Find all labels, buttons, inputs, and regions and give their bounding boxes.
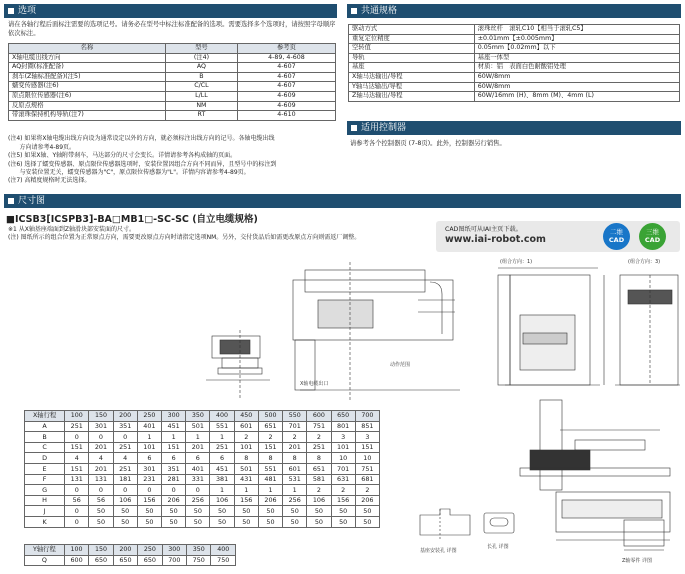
cell: 251 xyxy=(65,421,89,432)
table-row xyxy=(25,421,380,432)
cell: 60W/16mm (H)、8mm (M)、4mm (L) xyxy=(474,92,679,102)
col-model: 型号 xyxy=(165,44,237,54)
cell: 100 xyxy=(64,545,88,556)
cell: H xyxy=(25,495,65,506)
cell: 251 xyxy=(113,442,137,453)
cell: 0 xyxy=(65,516,89,527)
cell: 4-609 xyxy=(237,101,335,111)
cell: 50 xyxy=(307,506,331,517)
cell: X轴行程 xyxy=(25,411,65,422)
cell: 531 xyxy=(283,474,307,485)
cell: 材质：铝 表面白色耐酸铝处理 xyxy=(474,63,679,73)
cell: 2 xyxy=(307,485,331,496)
label-combo1: (组合方向：1) xyxy=(500,259,533,265)
cell: 150 xyxy=(89,545,113,556)
cell: 481 xyxy=(258,474,282,485)
table-row xyxy=(25,453,380,464)
cell: NM xyxy=(165,101,237,111)
cell: F xyxy=(25,474,65,485)
cell: 导轨 xyxy=(349,53,475,63)
cell: 4-607 xyxy=(237,72,335,82)
cell: 156 xyxy=(137,495,161,506)
cell: 反原点规格 xyxy=(9,101,166,111)
cell: 750 xyxy=(211,555,236,566)
cell: AQ xyxy=(165,63,237,73)
cell: 6 xyxy=(186,453,210,464)
options-title: 选项 xyxy=(18,6,37,16)
cell: 251 xyxy=(210,442,234,453)
cell: 101 xyxy=(331,442,355,453)
cell: 251 xyxy=(113,463,137,474)
table-header-row xyxy=(25,411,380,422)
cell: 1 xyxy=(258,485,282,496)
cell: 6 xyxy=(162,453,186,464)
table-row xyxy=(9,63,336,73)
cell: 701 xyxy=(283,421,307,432)
cell: 0 xyxy=(137,485,161,496)
cell: 301 xyxy=(137,463,161,474)
cell: 181 xyxy=(113,474,137,485)
cell: 50 xyxy=(234,506,258,517)
cell: 50 xyxy=(89,516,113,527)
cell: 151 xyxy=(355,442,379,453)
cell: E xyxy=(25,463,65,474)
cell: 50 xyxy=(234,516,258,527)
cell: 250 xyxy=(137,411,161,422)
cad-text: CAD图纸可从IAI主页下载。 xyxy=(445,226,522,233)
cell: 50 xyxy=(137,506,161,517)
table-row xyxy=(349,82,680,92)
cell: 50 xyxy=(258,506,282,517)
cell: 156 xyxy=(331,495,355,506)
cell: 600 xyxy=(307,411,331,422)
cell: 201 xyxy=(283,442,307,453)
table-row xyxy=(9,82,336,92)
cell: 701 xyxy=(331,463,355,474)
y-stroke-table xyxy=(24,544,236,566)
cell: 4 xyxy=(113,453,137,464)
cell: 200 xyxy=(113,411,137,422)
cell: 100 xyxy=(65,411,89,422)
cad-3d-sub: CAD xyxy=(644,236,661,244)
cell: 0 xyxy=(113,485,137,496)
cell: 151 xyxy=(162,442,186,453)
cell: 10 xyxy=(355,453,379,464)
cell: 50 xyxy=(283,516,307,527)
table-header-row xyxy=(25,545,236,556)
cell: Y轴行程 xyxy=(25,545,65,556)
cell: 50 xyxy=(186,516,210,527)
cell: 151 xyxy=(258,442,282,453)
dimensions-title: 尺寸图 xyxy=(18,196,46,206)
cell: 50 xyxy=(186,506,210,517)
controller-text: 请参考各个控制器页 (7-8页)。此外，控制器另行销售。 xyxy=(350,140,506,147)
cell: ±0.01mm【±0.005mm】 xyxy=(474,34,679,44)
cell: 450 xyxy=(234,411,258,422)
cell: 1 xyxy=(234,485,258,496)
cell: A xyxy=(25,421,65,432)
cell: 50 xyxy=(162,516,186,527)
table-row xyxy=(349,25,680,35)
table-row xyxy=(25,555,236,566)
cell: 400 xyxy=(211,545,236,556)
cell: RT xyxy=(165,111,237,121)
cell: 156 xyxy=(234,495,258,506)
cell: 0 xyxy=(89,432,113,443)
cell: (注4) xyxy=(165,53,237,63)
cell: 500 xyxy=(258,411,282,422)
cell: 50 xyxy=(355,516,379,527)
cell: 581 xyxy=(307,474,331,485)
col-name: 名称 xyxy=(9,44,166,54)
dimensions-header xyxy=(4,194,681,208)
cell: 151 xyxy=(65,463,89,474)
cell: 56 xyxy=(89,495,113,506)
cad-download-box[interactable] xyxy=(436,221,680,252)
cell: 2 xyxy=(355,485,379,496)
table-row xyxy=(349,34,680,44)
cell: 106 xyxy=(307,495,331,506)
cell: 651 xyxy=(258,421,282,432)
cell: 351 xyxy=(162,463,186,474)
cad-2d-sub: CAD xyxy=(608,236,625,244)
options-header xyxy=(4,4,337,18)
table-row xyxy=(9,101,336,111)
cell: 501 xyxy=(186,421,210,432)
cell: 106 xyxy=(210,495,234,506)
cell: 106 xyxy=(113,495,137,506)
cell: 56 xyxy=(65,495,89,506)
cell: 600 xyxy=(64,555,88,566)
dim-note-2: (注) 图纸所示的组合位置为正常原点方向，需要更改原点方向时请指定选项NM。另外，交付货品后如需更改原点方向则需返厂调整。 xyxy=(8,234,361,241)
cell: 550 xyxy=(283,411,307,422)
cell: X轴电缆出线方向 xyxy=(9,53,166,63)
cell: 650 xyxy=(89,555,113,566)
options-table xyxy=(8,43,336,121)
cell: 381 xyxy=(210,474,234,485)
cell: 50 xyxy=(283,506,307,517)
label-base-hole: 基座安装孔 详图 xyxy=(420,548,457,554)
cell: X轴马达输出/导程 xyxy=(349,72,475,82)
cell: 1 xyxy=(137,432,161,443)
cell: 801 xyxy=(331,421,355,432)
col-page: 参考页 xyxy=(237,44,335,54)
cell: 60W/8mm xyxy=(474,72,679,82)
cell: 蠕变传感器(注6) xyxy=(9,82,166,92)
cell: 原点限位传感器(注6) xyxy=(9,91,166,101)
cell: 1 xyxy=(162,432,186,443)
label-z-detail: Z轴零件 详图 xyxy=(622,558,653,564)
cell: 50 xyxy=(355,506,379,517)
cell: 231 xyxy=(137,474,161,485)
cell: 空转值 xyxy=(349,44,475,54)
cell: 50 xyxy=(210,506,234,517)
cell: 200 xyxy=(113,545,137,556)
cell: 350 xyxy=(187,545,211,556)
table-row xyxy=(349,53,680,63)
cell: 4-89, 4-608 xyxy=(237,53,335,63)
cell: 251 xyxy=(307,442,331,453)
cell: 重复定位精度 xyxy=(349,34,475,44)
cell: 4 xyxy=(89,453,113,464)
cell: 3 xyxy=(331,432,355,443)
cell: 0 xyxy=(113,432,137,443)
cell: AQ封圈(标准配备) xyxy=(9,63,166,73)
note-line: 与安装位置无关，蠕变传感器为"C"，原点限位传感器为"L"。详情内容请参考4-89页。 xyxy=(8,169,250,177)
cell: 1 xyxy=(283,485,307,496)
cell: 101 xyxy=(137,442,161,453)
cell: 300 xyxy=(162,545,186,556)
cell: 131 xyxy=(89,474,113,485)
table-row xyxy=(25,516,380,527)
dim-note-1: ※1 从X轴基座端面到Z轴滑块部安装面的尺寸。 xyxy=(8,226,135,233)
cell: 50 xyxy=(113,516,137,527)
table-row xyxy=(25,442,380,453)
cell: 601 xyxy=(283,463,307,474)
cell: 2 xyxy=(234,432,258,443)
cell: 281 xyxy=(162,474,186,485)
table-row xyxy=(25,485,380,496)
specs-header xyxy=(347,4,681,18)
cell: 4-609 xyxy=(237,91,335,101)
label-slot: 长孔 详图 xyxy=(487,544,509,550)
cell: 1 xyxy=(210,485,234,496)
cell: Y轴马达输出/导程 xyxy=(349,82,475,92)
cell: 2 xyxy=(258,432,282,443)
cell: 10 xyxy=(331,453,355,464)
cell: 0 xyxy=(162,485,186,496)
cell: 201 xyxy=(89,442,113,453)
cell: 50 xyxy=(307,516,331,527)
cell: 基座 xyxy=(349,63,475,73)
table-row xyxy=(25,432,380,443)
cell: Q xyxy=(25,555,65,566)
cell: 滚珠丝杆 滚轧C10【相当于滚轧C5】 xyxy=(474,25,679,35)
cell: 3 xyxy=(355,432,379,443)
cell: 206 xyxy=(162,495,186,506)
cell: B xyxy=(165,72,237,82)
options-intro: 请在各轴行程后面标注需要的选项记号。请务必在型号中标注标准配备的选项。需要选择多个选项时，请按照字母顺序依次标注。 xyxy=(8,21,336,37)
cell: 651 xyxy=(307,463,331,474)
cell: 2 xyxy=(331,485,355,496)
cell: 301 xyxy=(89,421,113,432)
cell: 401 xyxy=(186,463,210,474)
cell: 0 xyxy=(65,432,89,443)
table-row xyxy=(9,111,336,121)
cell: 431 xyxy=(234,474,258,485)
cell: 206 xyxy=(258,495,282,506)
cad-url-link[interactable]: www.iai-robot.com xyxy=(445,234,546,245)
table-row xyxy=(25,495,380,506)
controller-title: 适用控制器 xyxy=(361,123,407,133)
cell: 4-607 xyxy=(237,63,335,73)
cad-3d-label: 三维 xyxy=(646,228,659,236)
cell: 601 xyxy=(234,421,258,432)
cell: 451 xyxy=(210,463,234,474)
cell: 451 xyxy=(162,421,186,432)
cell: 50 xyxy=(210,516,234,527)
cell: 551 xyxy=(258,463,282,474)
cell: 2 xyxy=(307,432,331,443)
cell: 50 xyxy=(162,506,186,517)
cell: 700 xyxy=(355,411,379,422)
cell: 331 xyxy=(186,474,210,485)
note-line: (注4) 如果将X轴电缆出线方向设为通常设定以外的方向，就必须标注出线方向的记号。各轴电缆出线 xyxy=(8,135,275,143)
cell: 400 xyxy=(210,411,234,422)
model-number: ■ICSB3[ICSPB3]-BA□MB1□-SC-SC (自立电缆规格) xyxy=(6,214,258,225)
cell: 50 xyxy=(89,506,113,517)
cell: 6 xyxy=(137,453,161,464)
cell: 700 xyxy=(162,555,186,566)
specs-table xyxy=(348,24,680,102)
cell: 8 xyxy=(307,453,331,464)
cell: 50 xyxy=(331,516,355,527)
cell: 751 xyxy=(355,463,379,474)
table-row xyxy=(9,53,336,63)
cell: B xyxy=(25,432,65,443)
note-line: (注7) 高精度规格时无法选择。 xyxy=(8,177,91,185)
cell: G xyxy=(25,485,65,496)
cell: 4-610 xyxy=(237,111,335,121)
cell: 驱动方式 xyxy=(349,25,475,35)
table-row xyxy=(349,63,680,73)
cad-3d-badge[interactable] xyxy=(639,223,666,250)
cell: 8 xyxy=(258,453,282,464)
table-row xyxy=(9,91,336,101)
cell: 0 xyxy=(89,485,113,496)
cell: 751 xyxy=(307,421,331,432)
table-row xyxy=(25,463,380,474)
cell: 256 xyxy=(283,495,307,506)
cell: 8 xyxy=(234,453,258,464)
cell: C/CL xyxy=(165,82,237,92)
controller-header xyxy=(347,121,681,135)
note-line: 方向请参考4-89页。 xyxy=(8,143,76,151)
cell: 300 xyxy=(162,411,186,422)
cell: 1 xyxy=(210,432,234,443)
cell: 501 xyxy=(234,463,258,474)
table-header-row xyxy=(9,44,336,54)
cell: 50 xyxy=(331,506,355,517)
cell: 650 xyxy=(113,555,137,566)
cell: 350 xyxy=(186,411,210,422)
cell: 750 xyxy=(187,555,211,566)
cell: C xyxy=(25,442,65,453)
cell: Z轴马达输出/导程 xyxy=(349,92,475,102)
cad-2d-label: 二维 xyxy=(610,228,623,236)
cell: 2 xyxy=(283,432,307,443)
x-stroke-table xyxy=(24,410,380,528)
cell: 50 xyxy=(137,516,161,527)
cell: 681 xyxy=(355,474,379,485)
cell: 0 xyxy=(65,506,89,517)
table-row xyxy=(349,72,680,82)
cell: L/LL xyxy=(165,91,237,101)
label-cable-exit: X轴电缆出口 xyxy=(300,381,329,387)
table-row xyxy=(25,474,380,485)
cell: 6 xyxy=(210,453,234,464)
label-motion-range: 动作范围 xyxy=(390,362,411,368)
cell: 201 xyxy=(186,442,210,453)
cell: 131 xyxy=(65,474,89,485)
specs-title: 共通规格 xyxy=(361,6,398,16)
cell: 50 xyxy=(113,506,137,517)
cell: 256 xyxy=(186,495,210,506)
table-row xyxy=(349,92,680,102)
cell: 201 xyxy=(89,463,113,474)
cell: 8 xyxy=(283,453,307,464)
cell: 带滚珠保持机构导轨(注7) xyxy=(9,111,166,121)
cell: 基座一体型 xyxy=(474,53,679,63)
cell: 0.05mm【0.02mm】以下 xyxy=(474,44,679,54)
cell: 0 xyxy=(186,485,210,496)
options-notes xyxy=(8,127,338,186)
cell: 851 xyxy=(355,421,379,432)
cell: 551 xyxy=(210,421,234,432)
cell: 101 xyxy=(234,442,258,453)
note-line: (注6) 选择了蠕变传感器、原点限位传感器选项时，安装位置因组合方向不同而异，且型号中的标注到 xyxy=(8,160,277,168)
cad-2d-badge[interactable] xyxy=(603,223,630,250)
cell: D xyxy=(25,453,65,464)
label-combo3: (组合方向：3) xyxy=(628,259,661,265)
cell: 650 xyxy=(331,411,355,422)
cell: 刹车(Z轴标准配备)(注5) xyxy=(9,72,166,82)
cell: 150 xyxy=(89,411,113,422)
cell: J xyxy=(25,506,65,517)
cell: 4-607 xyxy=(237,82,335,92)
cell: 60W/8mm xyxy=(474,82,679,92)
table-row xyxy=(9,72,336,82)
table-row xyxy=(349,44,680,54)
cell: 50 xyxy=(258,516,282,527)
cell: 0 xyxy=(65,485,89,496)
cell: 650 xyxy=(138,555,162,566)
cell: 151 xyxy=(65,442,89,453)
cell: 631 xyxy=(331,474,355,485)
cell: 4 xyxy=(65,453,89,464)
cell: 250 xyxy=(138,545,162,556)
cell: 351 xyxy=(113,421,137,432)
cell: K xyxy=(25,516,65,527)
cell: 1 xyxy=(186,432,210,443)
note-line: (注5) 如果X轴、Y轴附带刹车，马达部分的尺寸会变长。详情请参考各构成轴的页面。 xyxy=(8,152,237,160)
cell: 206 xyxy=(355,495,379,506)
cell: 401 xyxy=(137,421,161,432)
table-row xyxy=(25,506,380,517)
